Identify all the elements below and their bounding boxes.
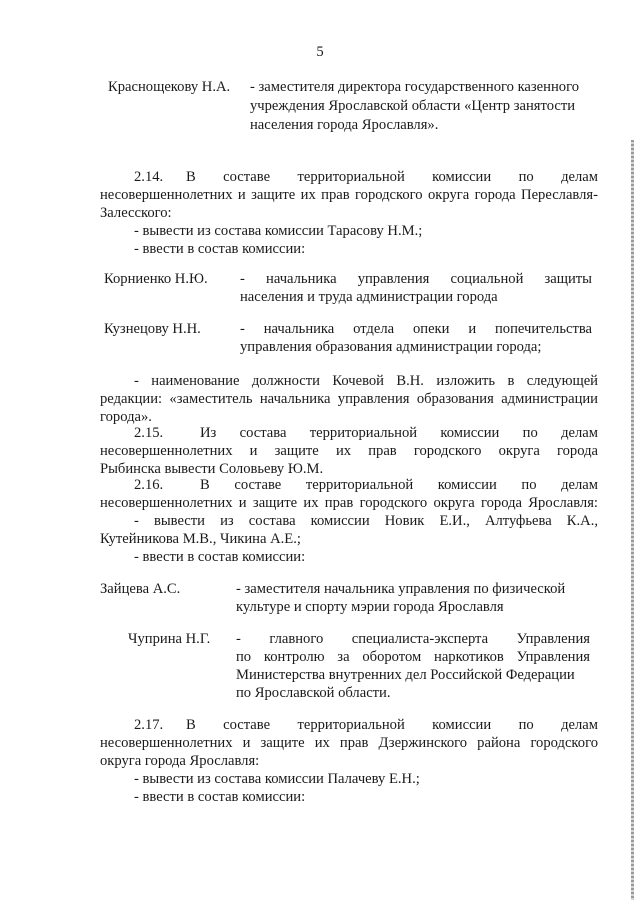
clause-number: 2.15. xyxy=(134,425,164,441)
clause-text: округа города Ярославля: xyxy=(100,753,260,769)
clause-number: 2.14. xyxy=(134,169,164,185)
clause-text: города». xyxy=(100,409,152,425)
clause-text: несовершеннолетних и защите их прав городского округа города Переславля- xyxy=(100,187,598,203)
position-line: культуре и спорту мэрии города Ярославля xyxy=(236,599,504,615)
bullet-item: - вывести из состава комиссии Палачеву Е.Н.; xyxy=(134,771,420,787)
position-line: населения города Ярославля». xyxy=(250,117,439,133)
clause-text: несовершеннолетних и защите их прав городского округа города xyxy=(100,443,598,459)
scan-edge-shadow xyxy=(631,140,634,900)
clause-number: 2.16. xyxy=(134,477,164,493)
bullet-item: - вывести из состава комиссии Новик Е.И., Алтуфьева К.А., xyxy=(134,513,598,529)
person-name-zaytseva: Зайцева А.С. xyxy=(100,581,181,597)
bullet-item: - ввести в состав комиссии: xyxy=(134,241,306,257)
bullet-item: - вывести из состава комиссии Тарасову Н.М.; xyxy=(134,223,423,239)
position-line: - главного специалиста-эксперта Управления xyxy=(236,631,590,647)
clause-text: Рыбинска вывести Соловьеву Ю.М. xyxy=(100,461,324,477)
clause-text: В составе территориальной комиссии по делам xyxy=(200,477,598,493)
bullet-item: - ввести в состав комиссии: xyxy=(134,549,306,565)
clause-text: В составе территориальной комиссии по делам xyxy=(186,169,598,185)
position-line: по Ярославской области. xyxy=(236,685,391,701)
clause-text: редакции: «заместитель начальника управления образования администрации xyxy=(100,391,598,407)
position-line: Министерства внутренних дел Российской Федерации xyxy=(236,667,575,683)
clause-text: несовершеннолетних и защите их прав городского округа города Ярославля: xyxy=(100,495,598,511)
bullet-item: - ввести в состав комиссии: xyxy=(134,789,306,805)
position-line: управления образования администрации города; xyxy=(240,339,542,355)
clause-text: Залесского: xyxy=(100,205,172,221)
clause-text: Из состава территориальной комиссии по делам xyxy=(200,425,598,441)
clause-text: - наименование должности Кочевой В.Н. изложить в следующей xyxy=(134,373,598,389)
position-line: - начальника отдела опеки и попечительства xyxy=(240,321,592,337)
person-name-krasnoschekova: Краснощекову Н.А. xyxy=(108,79,231,95)
clause-number: 2.17. xyxy=(134,717,164,733)
position-line: - заместителя директора государственного казенного xyxy=(250,79,579,95)
position-line: по контролю за оборотом наркотиков Управления xyxy=(236,649,590,665)
position-line: населения и труда администрации города xyxy=(240,289,498,305)
bullet-item: Кутейникова М.В., Чикина А.Е.; xyxy=(100,531,301,547)
clause-text: В составе территориальной комиссии по делам xyxy=(186,717,598,733)
person-name-kuznetsova: Кузнецову Н.Н. xyxy=(104,321,201,337)
page-number: 5 xyxy=(316,44,324,60)
person-name-kornienko: Корниенко Н.Ю. xyxy=(104,271,208,287)
position-line: - заместителя начальника управления по физической xyxy=(236,581,566,597)
person-name-chuprina: Чуприна Н.Г. xyxy=(128,631,211,647)
clause-text: несовершеннолетних и защите их прав Дзержинского района городского xyxy=(100,735,598,751)
position-line: - начальника управления социальной защиты xyxy=(240,271,592,287)
position-line: учреждения Ярославской области «Центр занятости xyxy=(250,98,576,114)
